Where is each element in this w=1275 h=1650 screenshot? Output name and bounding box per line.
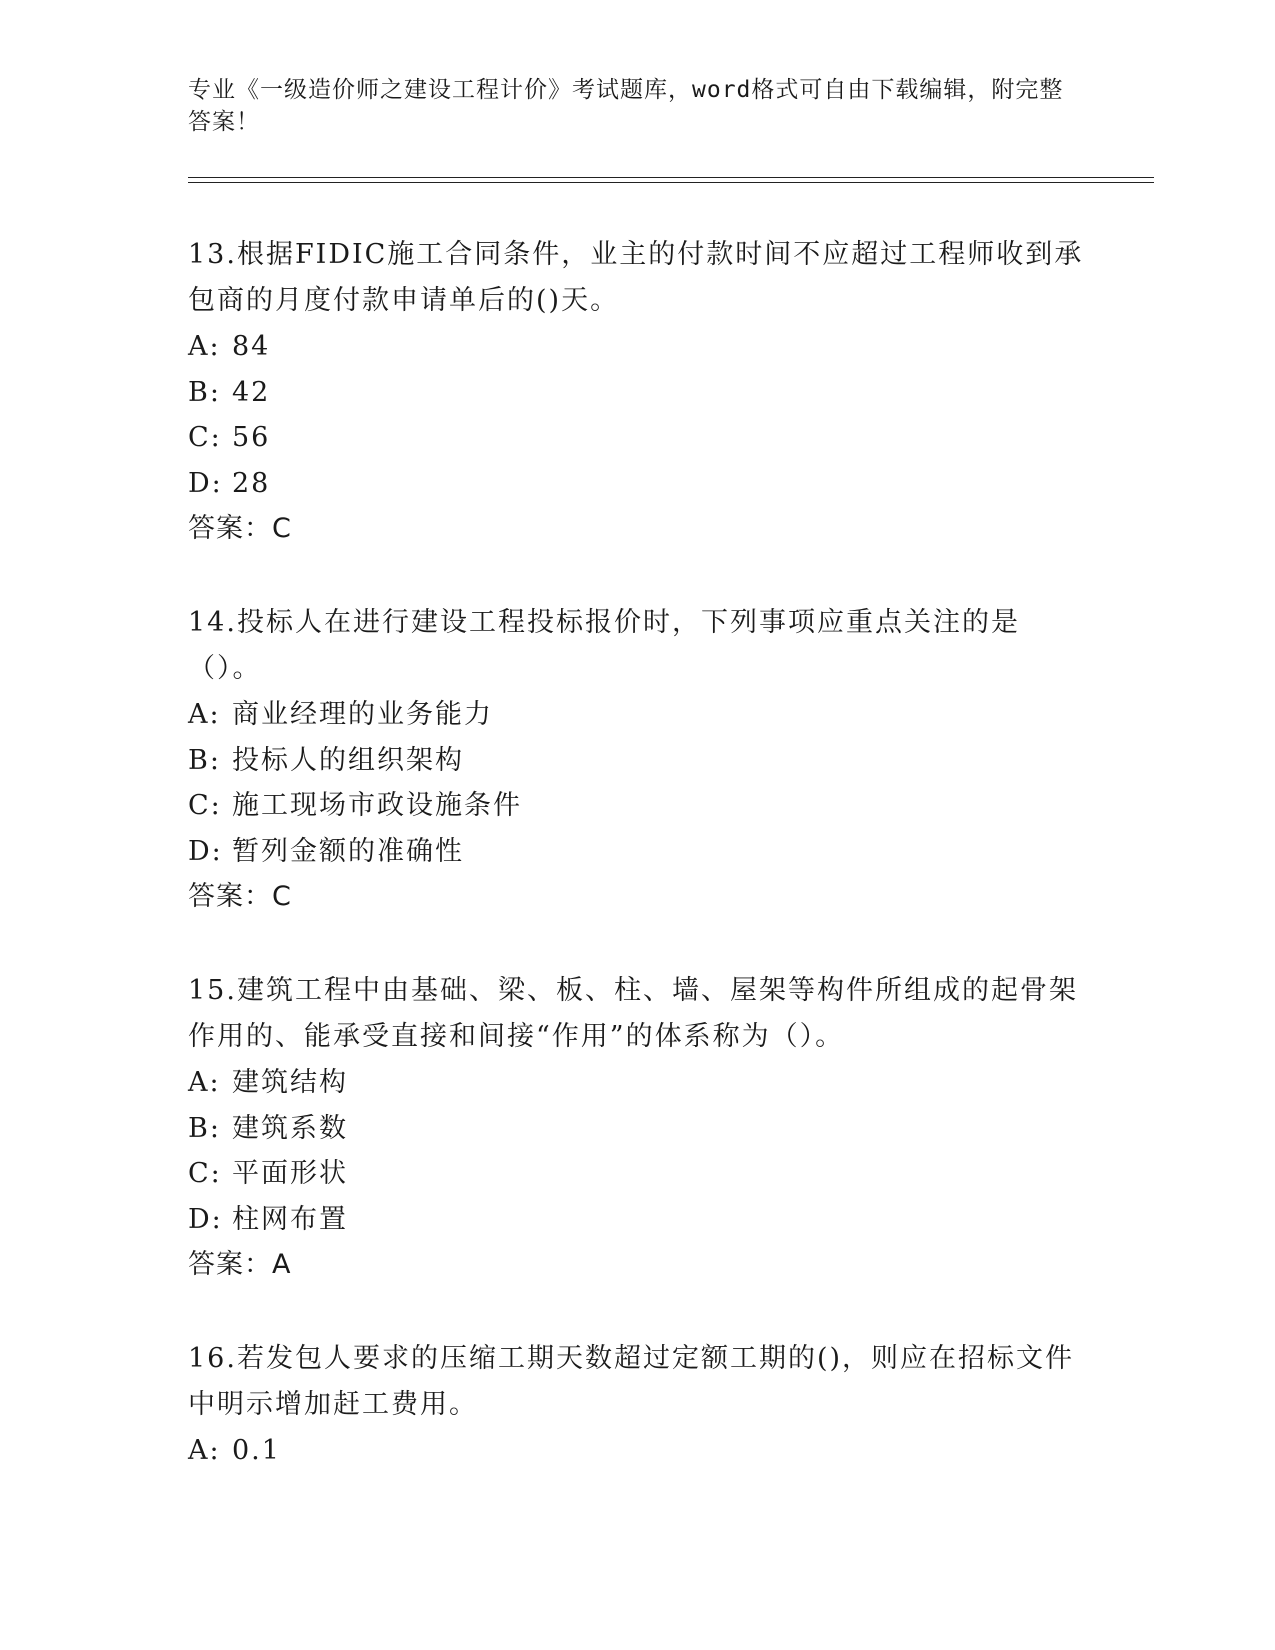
option-text: 56 — [232, 422, 271, 453]
option-letter: A: — [188, 699, 221, 730]
option-letter: C: — [188, 1158, 222, 1189]
option-text: 42 — [232, 376, 271, 408]
option-letter: D: — [188, 1203, 223, 1235]
question-13 — [188, 232, 1088, 552]
question-text: 13.根据FIDIC施工合同条件，业主的付款时间不应超过工程师收到承包商的月度付款申请单后的()天。 — [188, 239, 1084, 316]
option-letter: A: — [188, 1435, 221, 1466]
option-b — [188, 738, 1088, 784]
answer-line: 答案：A — [188, 1249, 292, 1280]
option-text: 84 — [232, 331, 271, 362]
option-text: 商业经理的业务能力 — [232, 699, 493, 730]
answer-line: 答案：C — [188, 881, 292, 912]
option-text: 投标人的组织架构 — [232, 744, 464, 776]
question-16 — [188, 1336, 1088, 1474]
option-text: 建筑结构 — [232, 1067, 348, 1098]
option-d — [188, 1197, 1088, 1243]
option-c — [188, 783, 1088, 829]
option-b — [188, 370, 1088, 416]
option-letter: B: — [188, 376, 221, 408]
question-15 — [188, 968, 1088, 1288]
question-text: 15.建筑工程中由基础、梁、板、柱、墙、屋架等构件所组成的起骨架作用的、能承受直接和间接“作用”的体系称为（）。 — [188, 975, 1078, 1052]
question-14 — [188, 600, 1088, 920]
header-rule-top — [188, 177, 1154, 178]
option-letter: C: — [188, 422, 222, 453]
option-d — [188, 829, 1088, 875]
option-a — [188, 692, 1088, 738]
option-d — [188, 461, 1088, 507]
question-text: 14.投标人在进行建设工程投标报价时，下列事项应重点关注的是（）。 — [188, 607, 1020, 684]
option-text: 柱网布置 — [232, 1203, 348, 1235]
option-c — [188, 415, 1088, 461]
option-c — [188, 1151, 1088, 1197]
option-text: 建筑系数 — [232, 1112, 348, 1144]
header-rule-bottom — [188, 182, 1154, 183]
option-letter: B: — [188, 744, 221, 776]
option-text: 0.1 — [232, 1435, 281, 1466]
option-a — [188, 324, 1088, 370]
option-text: 暂列金额的准确性 — [232, 835, 464, 867]
answer-line: 答案：C — [188, 513, 292, 544]
option-text: 平面形状 — [232, 1158, 348, 1189]
question-text: 16.若发包人要求的压缩工期天数超过定额工期的()，则应在招标文件中明示增加赶工费用。 — [188, 1343, 1075, 1420]
option-a — [188, 1060, 1088, 1106]
option-letter: A: — [188, 1067, 221, 1098]
option-letter: B: — [188, 1112, 221, 1144]
option-a — [188, 1428, 1088, 1474]
option-letter: D: — [188, 467, 223, 499]
document-header: 专业《一级造价师之建设工程计价》考试题库，word格式可自由下载编辑，附完整答案！ — [188, 77, 1064, 135]
option-letter: A: — [188, 331, 221, 362]
option-letter: C: — [188, 790, 222, 821]
option-b — [188, 1106, 1088, 1152]
option-text: 施工现场市政设施条件 — [232, 790, 522, 821]
option-letter: D: — [188, 835, 223, 867]
option-text: 28 — [232, 467, 271, 499]
question-list — [188, 232, 1088, 1522]
